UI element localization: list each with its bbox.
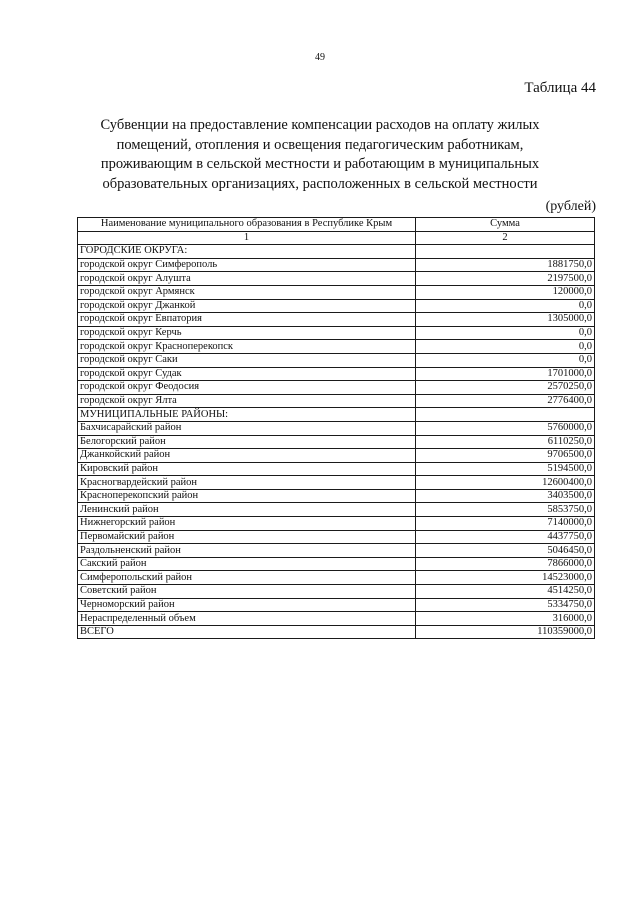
row-amount: 2776400,0 — [416, 394, 595, 408]
row-name: Красногвардейский район — [78, 476, 416, 490]
table-row — [78, 326, 595, 340]
table-row — [78, 503, 595, 517]
title-line: проживающим в сельской местности и работающим в муниципальных — [100, 156, 540, 172]
table-row — [78, 489, 595, 503]
table-row — [78, 367, 595, 381]
row-name: городской округ Саки — [78, 353, 416, 367]
total-label: ВСЕГО — [78, 625, 416, 639]
row-amount: 12600400,0 — [416, 476, 595, 490]
total-amount: 110359000,0 — [416, 625, 595, 639]
table-row — [78, 258, 595, 272]
table-row — [78, 598, 595, 612]
title-line: Субвенции на предоставление компенсации расходов на оплату жилых — [100, 117, 540, 133]
row-amount: 5853750,0 — [416, 503, 595, 517]
table-row — [78, 272, 595, 286]
row-name: Симферопольский район — [78, 571, 416, 585]
row-amount: 0,0 — [416, 353, 595, 367]
table-header-row — [78, 218, 595, 232]
table-row — [78, 394, 595, 408]
header-name: Наименование муниципального образования в Республике Крым — [78, 218, 416, 232]
table-label: Таблица 44 — [524, 80, 596, 96]
row-name: Джанкойский район — [78, 449, 416, 463]
row-amount: 5046450,0 — [416, 544, 595, 558]
row-name: МУНИЦИПАЛЬНЫЕ РАЙОНЫ: — [78, 408, 416, 422]
table-row — [78, 517, 595, 531]
table-row — [78, 435, 595, 449]
document-title — [60, 116, 580, 194]
row-amount: 0,0 — [416, 299, 595, 313]
table-row — [78, 285, 595, 299]
row-name: Раздольненский район — [78, 544, 416, 558]
row-amount: 1881750,0 — [416, 258, 595, 272]
title-line: образовательных организациях, расположенных в сельской местности — [102, 175, 538, 192]
column-number-1: 1 — [78, 231, 416, 245]
table-row — [78, 585, 595, 599]
row-name: городской округ Керчь — [78, 326, 416, 340]
title-line: помещений, отопления и освещения педагогическим работникам, — [116, 136, 524, 153]
table-body — [78, 245, 595, 626]
row-amount: 6110250,0 — [416, 435, 595, 449]
table-row — [78, 340, 595, 354]
table-row — [78, 408, 595, 422]
row-amount: 120000,0 — [416, 285, 595, 299]
row-amount: 4514250,0 — [416, 585, 595, 599]
units-label: (рублей) — [545, 199, 596, 214]
row-name: городской округ Джанкой — [78, 299, 416, 313]
table-row — [78, 571, 595, 585]
page-number: 49 — [315, 52, 325, 63]
row-name: городской округ Алушта — [78, 272, 416, 286]
row-name: Нераспределенный объем — [78, 612, 416, 626]
subsidies-table — [77, 217, 595, 639]
row-name: городской округ Судак — [78, 367, 416, 381]
table-row — [78, 421, 595, 435]
row-amount: 4437750,0 — [416, 530, 595, 544]
row-name: городской округ Красноперекопск — [78, 340, 416, 354]
table-row — [78, 245, 595, 259]
table-row — [78, 530, 595, 544]
row-name: Советский район — [78, 585, 416, 599]
row-amount: 2197500,0 — [416, 272, 595, 286]
table-row — [78, 544, 595, 558]
row-name: Бахчисарайский район — [78, 421, 416, 435]
row-name: городской округ Ялта — [78, 394, 416, 408]
row-name: Белогорский район — [78, 435, 416, 449]
row-amount: 0,0 — [416, 340, 595, 354]
row-amount — [416, 245, 595, 259]
row-name: Кировский район — [78, 462, 416, 476]
table-row — [78, 299, 595, 313]
table-row — [78, 381, 595, 395]
row-amount: 2570250,0 — [416, 381, 595, 395]
table-row — [78, 313, 595, 327]
row-name: Нижнегорский район — [78, 517, 416, 531]
row-amount: 14523000,0 — [416, 571, 595, 585]
row-amount: 5194500,0 — [416, 462, 595, 476]
row-name: городской округ Симферополь — [78, 258, 416, 272]
table-row — [78, 612, 595, 626]
row-amount: 1701000,0 — [416, 367, 595, 381]
row-name: городской округ Евпатория — [78, 313, 416, 327]
header-amount: Сумма — [416, 218, 595, 232]
row-amount: 0,0 — [416, 326, 595, 340]
column-number-row — [78, 231, 595, 245]
table-row — [78, 353, 595, 367]
row-amount: 7866000,0 — [416, 557, 595, 571]
column-number-2: 2 — [416, 231, 595, 245]
row-name: городской округ Армянск — [78, 285, 416, 299]
total-row — [78, 625, 595, 639]
row-amount: 5334750,0 — [416, 598, 595, 612]
row-name: Первомайский район — [78, 530, 416, 544]
table-row — [78, 476, 595, 490]
row-amount: 9706500,0 — [416, 449, 595, 463]
row-amount: 1305000,0 — [416, 313, 595, 327]
row-amount — [416, 408, 595, 422]
row-name: Красноперекопский район — [78, 489, 416, 503]
row-name: городской округ Феодосия — [78, 381, 416, 395]
table-row — [78, 557, 595, 571]
table-row — [78, 462, 595, 476]
row-name: ГОРОДСКИЕ ОКРУГА: — [78, 245, 416, 259]
row-amount: 7140000,0 — [416, 517, 595, 531]
table-row — [78, 449, 595, 463]
row-name: Ленинский район — [78, 503, 416, 517]
row-amount: 5760000,0 — [416, 421, 595, 435]
row-amount: 3403500,0 — [416, 489, 595, 503]
row-amount: 316000,0 — [416, 612, 595, 626]
row-name: Сакский район — [78, 557, 416, 571]
row-name: Черноморский район — [78, 598, 416, 612]
